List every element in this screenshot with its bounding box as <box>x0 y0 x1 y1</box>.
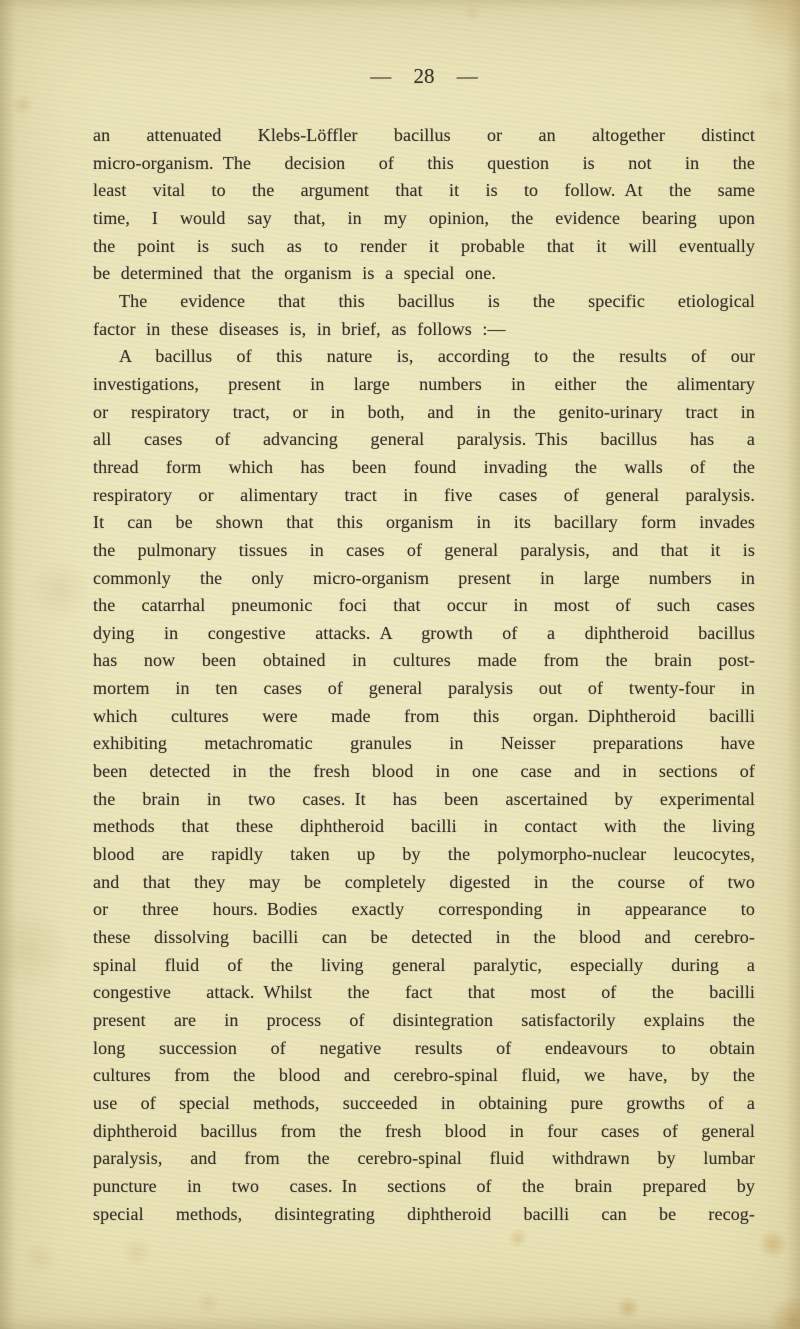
text-line: diphtheroid bacillus from the fresh blood in four cases of general <box>93 1120 755 1141</box>
text-line: A bacillus of this nature is, according to the results of our <box>119 346 755 367</box>
text-line: all cases of advancing general paralysis. This bacillus has a <box>93 429 755 450</box>
text-line: special methods, disintegrating diphtheroid bacilli can be recog- <box>93 1203 755 1224</box>
text-line: the pulmonary tissues in cases of general paralysis, and that it is <box>93 539 755 560</box>
text-line: investigations, present in large numbers in either the alimentary <box>93 373 755 394</box>
text-line: dying in congestive attacks. A growth of a diphtheroid bacillus <box>93 622 755 643</box>
text-line: blood are rapidly taken up by the polymorpho-nuclear leucocytes, <box>93 844 755 865</box>
text-line: commonly the only micro-organism present in large numbers in <box>93 567 755 588</box>
text-line: the point is such as to render it probable that it will eventually <box>93 235 755 256</box>
page-text <box>93 122 755 1228</box>
text-line: use of special methods, succeeded in obtaining pure growths of a <box>93 1092 755 1113</box>
text-line: methods that these diphtheroid bacilli in contact with the living <box>93 816 755 837</box>
text-line: or respiratory tract, or in both, and in the genito-urinary tract in <box>93 401 755 422</box>
text-line: cultures from the blood and cerebro-spinal fluid, we have, by the <box>93 1065 755 1086</box>
text-line: has now been obtained in cultures made from the brain post- <box>93 650 755 671</box>
text-line: thread form which has been found invading the walls of the <box>93 456 755 477</box>
page-number: — 28 — <box>370 64 478 88</box>
text-line: and that they may be completely digested in the course of two <box>93 871 755 892</box>
text-line: the brain in two cases. It has been ascertained by experimental <box>93 788 755 809</box>
text-line: paralysis, and from the cerebro-spinal fluid withdrawn by lumbar <box>93 1148 755 1169</box>
text-line: respiratory or alimentary tract in five cases of general paralysis. <box>93 484 755 505</box>
text-line: puncture in two cases. In sections of the brain prepared by <box>93 1175 755 1196</box>
text-line: exhibiting metachromatic granules in Neisser preparations have <box>93 733 755 754</box>
text-line: or three hours. Bodies exactly corresponding in appearance to <box>93 899 755 920</box>
text-line: It can be shown that this organism in its bacillary form invades <box>93 512 755 533</box>
text-line: long succession of negative results of endeavours to obtain <box>93 1037 755 1058</box>
text-line: present are in process of disintegration satisfactorily explains the <box>93 1010 755 1030</box>
text-line: The evidence that this bacillus is the specific etiological <box>119 290 755 311</box>
text-line: least vital to the argument that it is to follow. At the same <box>93 180 755 201</box>
text-line: mortem in ten cases of general paralysis out of twenty-four in <box>93 678 755 699</box>
text-line: factor in these diseases is, in brief, as follows :— <box>93 318 506 339</box>
text-line: the catarrhal pneumonic foci that occur in most of such cases <box>93 595 755 616</box>
text-line: these dissolving bacilli can be detected in the blood and cerebro- <box>93 927 755 948</box>
text-line: an attenuated Klebs-Löffler bacillus or an altogether distinct <box>93 125 755 145</box>
text-line: been detected in the fresh blood in one case and in sections of <box>93 761 755 782</box>
text-line: micro-organism. The decision of this question is not in the <box>93 152 755 173</box>
text-line: be determined that the organism is a special one. <box>93 263 496 284</box>
text-line: congestive attack. Whilst the fact that most of the bacilli <box>93 982 755 1003</box>
text-line: time, I would say that, in my opinion, the evidence bearing upon <box>93 207 755 228</box>
text-line: which cultures were made from this organ. Diphtheroid bacilli <box>93 705 755 726</box>
text-line: spinal fluid of the living general paralytic, especially during a <box>93 954 755 975</box>
